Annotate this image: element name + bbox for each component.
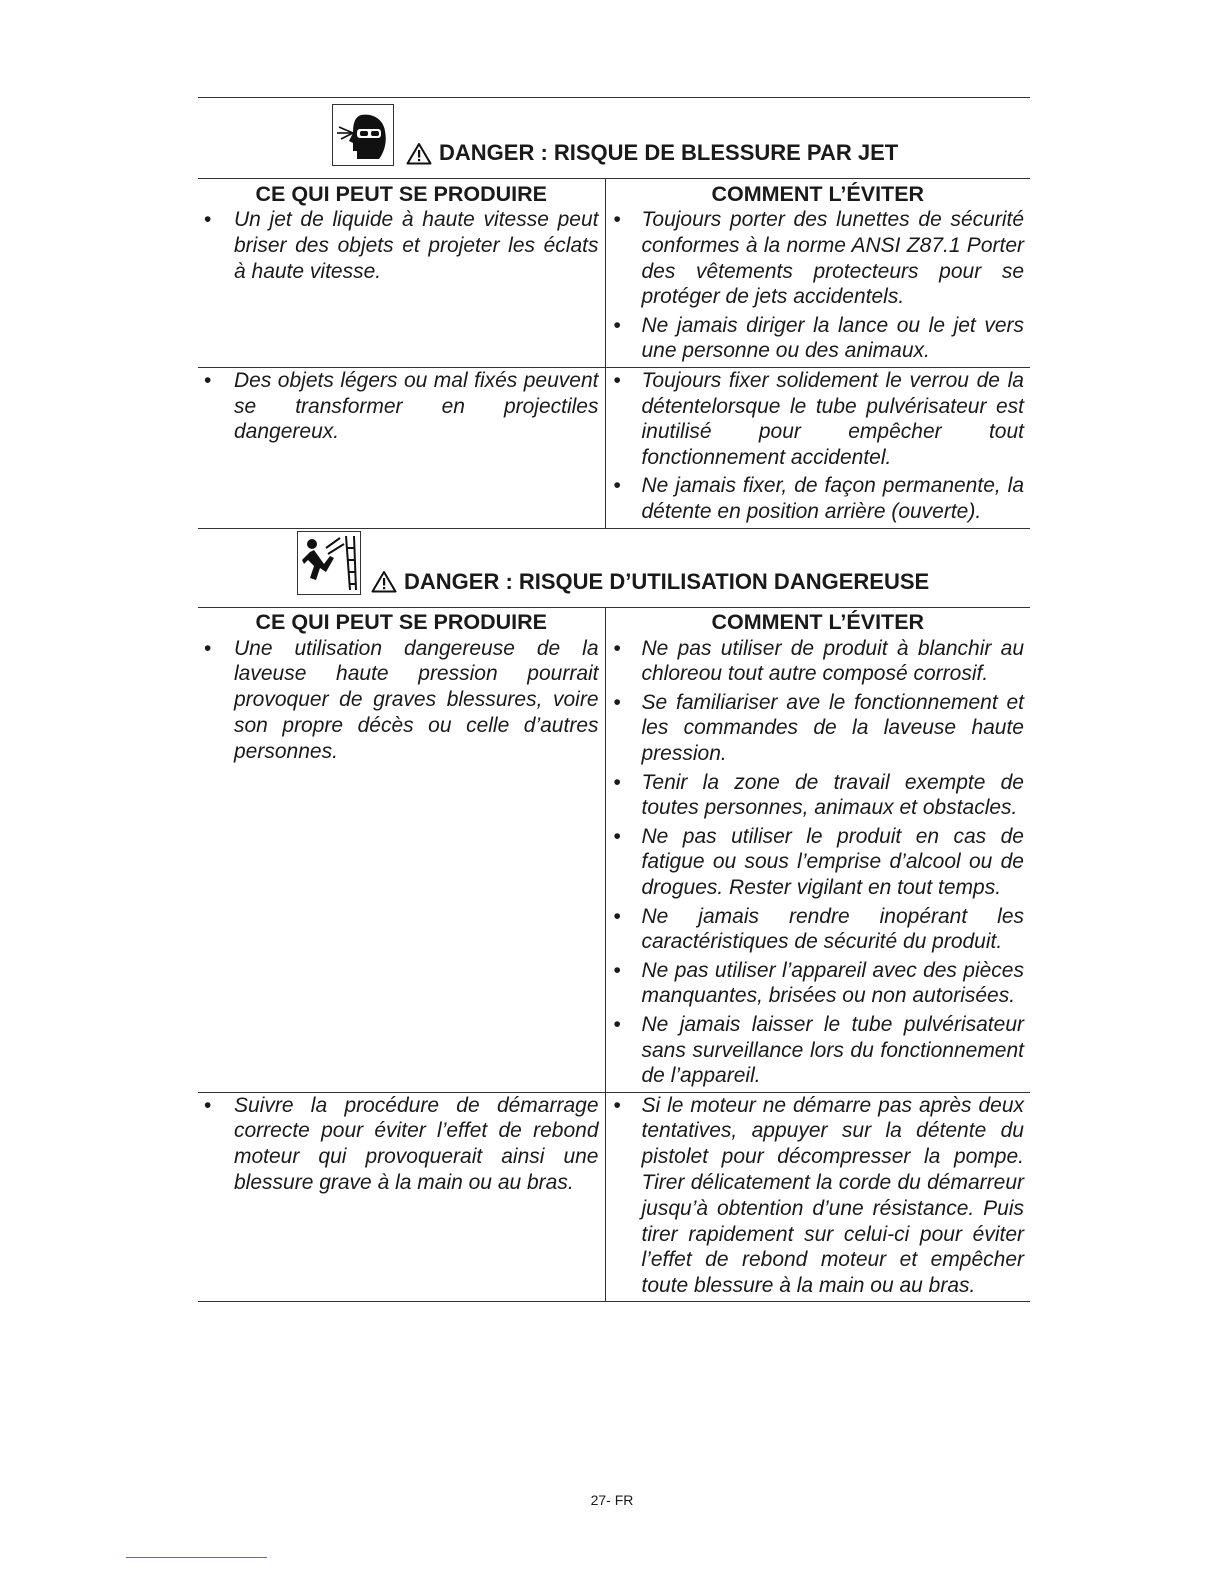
section-header-dangerous-use [198,529,1030,607]
section-header-jet [198,98,1030,178]
hazard-cell [198,1092,605,1302]
document-body [198,97,1030,1302]
column-header-what-can-happen: CE QUI PEUT SE PRODUIRE [198,607,605,636]
list-item: • Toujours porter des lunettes de sécurité conformes à la norme ANSI Z87.1 Porter des vêtements protecteurs pour se protéger de jets accidentels. [606,207,1031,310]
hazard-cell [198,207,605,367]
prevention-cell [605,1092,1030,1302]
column-header-how-to-prevent: COMMENT L’ÉVITER [605,607,1030,636]
hazard-table-jet [198,178,1030,529]
safety-goggles-icon [332,104,394,166]
column-header-how-to-prevent: COMMENT L’ÉVITER [605,179,1030,208]
list-item: • Ne pas utiliser le produit en cas de fatigue ou sous l’emprise d’alcool ou de drogues. Rester vigilant en tout temps. [606,824,1031,901]
footer-link-line [126,1557,267,1558]
hazard-table-dangerous-use [198,607,1030,1303]
list-item: • Tenir la zone de travail exempte de toutes personnes, animaux et obstacles. [606,770,1031,822]
hazard-cell [198,636,605,1093]
list-item: • Se familiariser ave le fonctionnement et les commandes de la laveuse haute pression. [606,690,1031,767]
list-item: • Suivre la procédure de démarrage correcte pour éviter l’effet de rebond moteur qui provoquerait ainsi une blessure grave à la main ou au bras. [198,1093,605,1196]
table-row [198,636,1030,1093]
table-row [198,1092,1030,1302]
prevention-cell [605,367,1030,528]
table-row [198,207,1030,367]
section-title-text: DANGER : RISQUE D’UTILISATION DANGEREUSE [404,568,930,594]
column-header-what-can-happen: CE QUI PEUT SE PRODUIRE [198,179,605,208]
page-number: 27- FR [590,1492,634,1508]
list-item: • Un jet de liquide à haute vitesse peut briser des objets et projeter les éclats à haute vitesse. [198,207,605,284]
table-row [198,367,1030,528]
prevention-cell [605,207,1030,367]
list-item: • Ne jamais laisser le tube pulvérisateur sans surveillance lors du fonctionnement de l’appareil. [606,1012,1031,1089]
list-item: • Ne jamais diriger la lance ou le jet vers une personne ou des animaux. [606,313,1031,365]
list-item: • Toujours fixer solidement le verrou de la détentelorsque le tube pulvérisateur est inutilisé pour empêcher tout fonctionnement accidentel. [606,368,1031,471]
section-title [406,140,898,166]
section-title-text: DANGER : RISQUE DE BLESSURE PAR JET [439,140,899,165]
section-title [371,569,929,595]
hazard-cell [198,367,605,528]
list-item: • Ne pas utiliser de produit à blanchir au chloreou tout autre composé corrosif. [606,636,1031,688]
list-item: • Ne pas utiliser l’appareil avec des pièces manquantes, brisées ou non autorisées. [606,958,1031,1010]
list-item: • Ne jamais fixer, de façon permanente, la détente en position arrière (ouverte). [606,473,1031,525]
warning-triangle-icon [371,570,397,593]
warning-triangle-icon [406,142,432,165]
prevention-cell [605,636,1030,1093]
list-item: • Une utilisation dangereuse de la laveuse haute pression pourrait provoquer de graves blessures, voire son propre décès ou celle d’autres personnes. [198,636,605,765]
list-item: • Ne jamais rendre inopérant les caractéristiques de sécurité du produit. [606,904,1031,956]
falling-person-icon [297,531,361,595]
list-item: • Si le moteur ne démarre pas après deux tentatives, appuyer sur la détente du pistolet pour décompresser la pompe. Tirer délicatement la corde du démarreur jusqu’à obtention d’une résistance. Puis tirer rapidement sur celui-ci pour éviter l’effet de rebond moteur et empêcher toute blessure à la main ou au bras. [606,1093,1031,1299]
list-item: • Des objets légers ou mal fixés peuvent se transformer en projectiles dangereux. [198,368,605,445]
